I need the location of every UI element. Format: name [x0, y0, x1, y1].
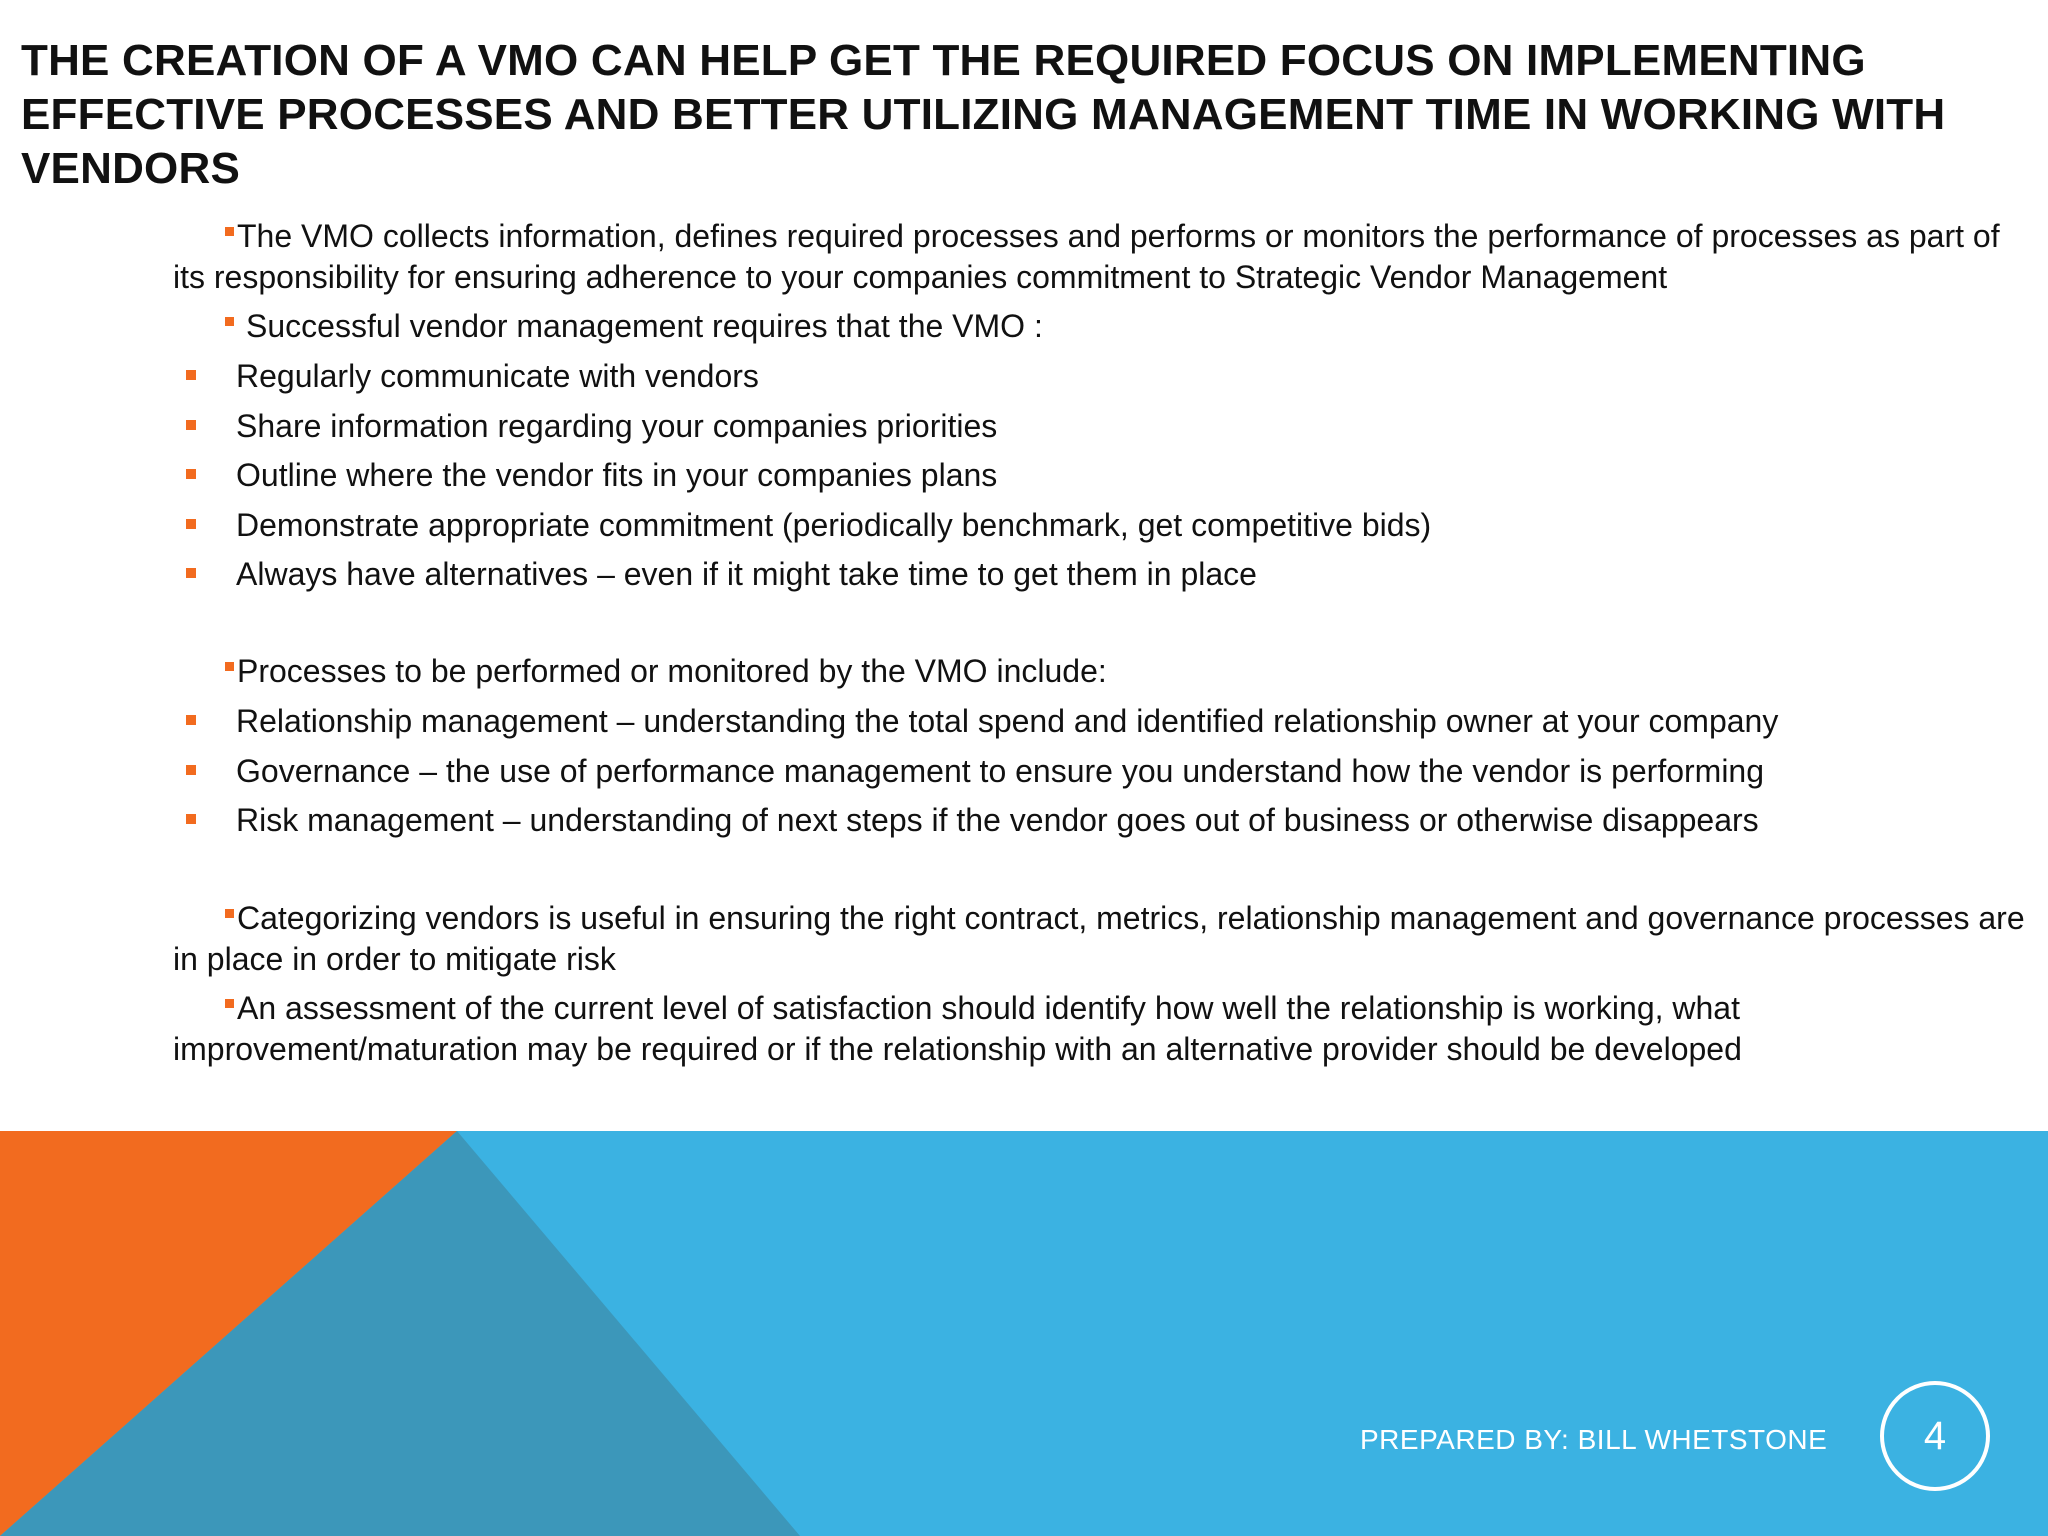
- prepared-by-label: PREPARED BY: BILL WHETSTONE: [1360, 1424, 1828, 1455]
- bullet-icon: [225, 909, 234, 918]
- list-item: Relationship management – understanding the total spend and identified relationship owner at your company: [186, 701, 2026, 742]
- slide-title: THE CREATION OF A VMO CAN HELP GET THE REQUIRED FOCUS ON IMPLEMENTING EFFECTIVE PROCESSES AND BETTER UTILIZING MANAGEMENT TIME IN WORKING WITH VENDORS: [21, 36, 1946, 193]
- paragraph-vmo-collects: The VMO collects information, defines required processes and performs or monitors the performance of processes as part of its responsibility for ensuring adherence to your companies commitment to Strategic Vendor Management: [173, 218, 2000, 295]
- footer-band: [0, 1131, 2048, 1536]
- list-item: Governance – the use of performance management to ensure you understand how the vendor is performing: [186, 751, 2026, 792]
- paragraph-categorizing-vendors: Categorizing vendors is useful in ensuring the right contract, metrics, relationship management and governance processes are in place in order to mitigate risk: [173, 900, 2025, 977]
- bullet-icon: [186, 814, 196, 824]
- paragraph-processes: Processes to be performed or monitored by the VMO include:: [173, 651, 2033, 692]
- bullet-icon: [186, 568, 196, 578]
- bullet-icon: [186, 765, 196, 775]
- list-item: Outline where the vendor fits in your companies plans: [186, 455, 2026, 496]
- bullet-icon: [186, 519, 196, 529]
- bullet-icon: [186, 370, 196, 380]
- paragraph-assessment: An assessment of the current level of satisfaction should identify how well the relationship is working, what improvement/maturation may be required or if the relationship with an alternative provider should be developed: [173, 990, 1742, 1067]
- bullet-icon: [186, 715, 196, 725]
- page-number-badge: 4: [1880, 1381, 1990, 1491]
- paragraph-successful-vendor-management: Successful vendor management requires that the VMO :: [173, 306, 2033, 347]
- list-item: Share information regarding your companies priorities: [186, 406, 2026, 447]
- bullet-icon: [225, 662, 234, 671]
- bullet-icon: [225, 999, 234, 1008]
- list-item: Regularly communicate with vendors: [186, 356, 2026, 397]
- list-item: Demonstrate appropriate commitment (periodically benchmark, get competitive bids): [186, 505, 2026, 546]
- list-item: Risk management – understanding of next steps if the vendor goes out of business or otherwise disappears: [186, 800, 2026, 841]
- bullet-icon: [186, 420, 196, 430]
- footer-decoration: [0, 1131, 2048, 1536]
- bullet-icon: [225, 227, 234, 236]
- bullet-icon: [225, 317, 234, 326]
- bullet-icon: [186, 469, 196, 479]
- list-item: Always have alternatives – even if it might take time to get them in place: [186, 554, 2026, 595]
